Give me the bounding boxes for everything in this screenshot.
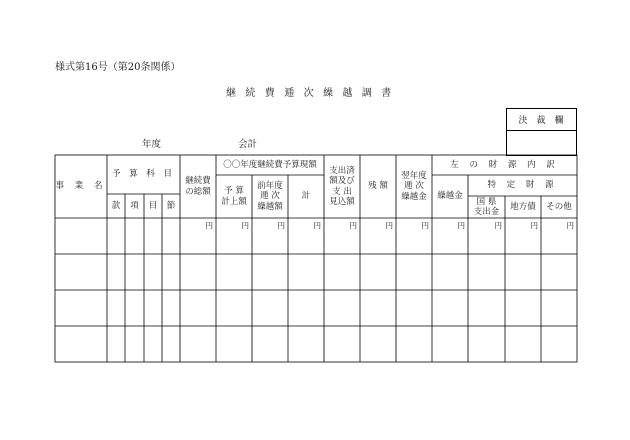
unit-remaining: 円: [385, 221, 393, 230]
project-name-header: 事 業 名: [55, 181, 107, 192]
specific-funds-group-header: 特 定 財 源: [487, 180, 558, 191]
subtotal-header: 計: [301, 191, 311, 202]
unit-others: 円: [566, 221, 574, 230]
form-number: 様式第16号（第20条関係）: [55, 62, 181, 73]
document-title: 継続費逓次繰越調書: [226, 88, 401, 99]
unit-budget-posted: 円: [241, 221, 249, 230]
budget-items-header: 予 算 科 目: [111, 169, 176, 180]
national-prefectural-header: 国 県 支出金: [473, 196, 500, 217]
remaining-header: 残 額: [368, 181, 388, 192]
current-budget-group-header: 〇〇年度継続費予算現額: [223, 159, 317, 170]
unit-local-bonds: 円: [530, 221, 538, 230]
unit-subtotal: 円: [313, 221, 321, 230]
budget-kou-header: 項: [130, 200, 139, 211]
local-bonds-header: 地方債: [510, 201, 536, 212]
unit-national-prefectural: 円: [494, 221, 502, 230]
expended-header: 支出済 額及び 支 出 見込額: [329, 166, 355, 207]
unit-prev-carried: 円: [277, 221, 285, 230]
budget-moku-header: 目: [148, 200, 158, 211]
approval-label: 決裁欄: [507, 109, 576, 131]
unit-total-continuing: 円: [205, 221, 213, 230]
unit-expended: 円: [349, 221, 357, 230]
unit-next-carry: 円: [421, 221, 429, 230]
carryover-funds-header: 繰越金: [437, 191, 463, 202]
unit-carryover-funds: 円: [457, 221, 465, 230]
account-label: 会計: [238, 139, 258, 150]
budget-posted-header: 予 算 計上額: [221, 186, 247, 207]
total-continuing-header: 継続費 の総額: [185, 176, 211, 197]
funding-group-header: 左 の 財 源 内 訳: [450, 159, 559, 170]
budget-setsu-header: 節: [166, 200, 176, 211]
budget-kan-header: 款: [111, 200, 121, 211]
others-header: その他: [546, 201, 572, 212]
fiscal-year-label: 年度: [142, 139, 162, 150]
prev-carried-header: 前年度 逓 次 繰越額: [257, 181, 283, 212]
next-carry-header: 翌年度 逓 次 繰越金: [401, 171, 427, 202]
